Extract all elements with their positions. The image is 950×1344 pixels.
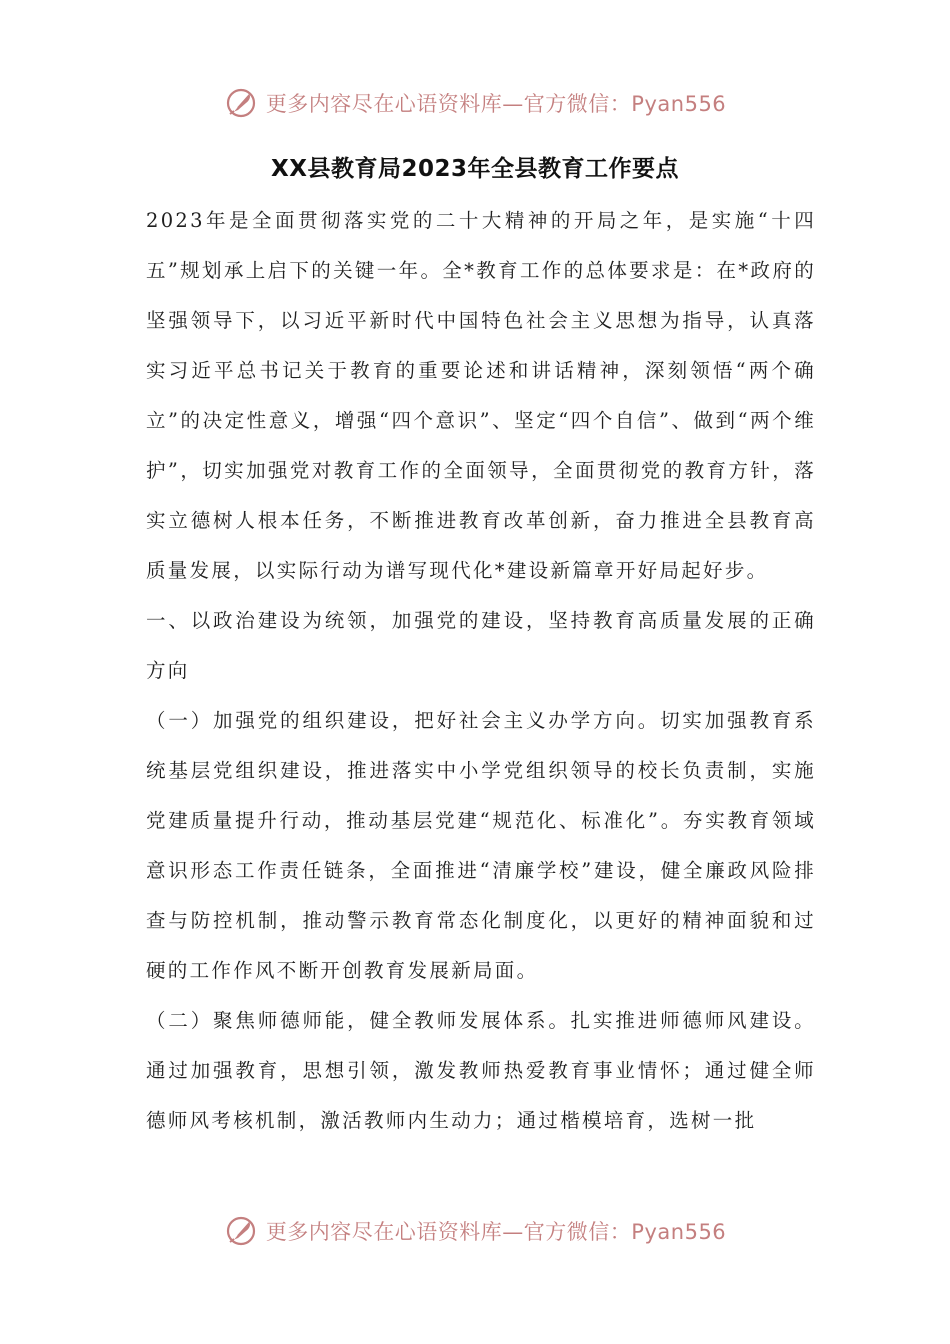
watermark-text: 更多内容尽在心语资料库—官方微信：Pyan556	[265, 1220, 727, 1244]
document-title: XX县教育局2023年全县教育工作要点	[271, 156, 679, 182]
watermark-footer	[0, 1206, 950, 1256]
watermark-text: 更多内容尽在心语资料库—官方微信：Pyan556	[265, 92, 727, 116]
subsection-paragraph-2: （二）聚焦师德师能，健全教师发展体系。扎实推进师德师风建设。通过加强教育，思想引领，激发教师热爱教育事业情怀；通过健全师德师风考核机制，激活教师内生动力；通过楷模培育，选树一批	[146, 1009, 816, 1132]
document-body	[146, 196, 816, 1146]
section-heading-1: 一、以政治建设为统领，加强党的建设，坚持教育高质量发展的正确方向	[146, 609, 816, 682]
watermark-header	[0, 78, 950, 128]
subsection-paragraph-1: （一）加强党的组织建设，把好社会主义办学方向。切实加强教育系统基层党组织建设，推进落实中小学党组织领导的校长负责制，实施党建质量提升行动，推动基层党建“规范化、标准化”。夯实教育领域意识形态工作责任链条，全面推进“清廉学校”建设，健全廉政风险排查与防控机制，推动警示教育常态化制度化，以更好的精神面貌和过硬的工作作风不断开创教育发展新局面。	[146, 709, 816, 982]
quill-pen-logo-icon	[224, 1214, 258, 1248]
intro-paragraph: 2023年是全面贯彻落实党的二十大精神的开局之年，是实施“十四五”规划承上启下的关键一年。全*教育工作的总体要求是：在*政府的坚强领导下，以习近平新时代中国特色社会主义思想为指导，认真落实习近平总书记关于教育的重要论述和讲话精神，深刻领悟“两个确立”的决定性意义，增强“四个意识”、坚定“四个自信”、做到“两个维护”，切实加强党对教育工作的全面领导，全面贯彻党的教育方针，落实立德树人根本任务，不断推进教育改革创新，奋力推进全县教育高质量发展，以实际行动为谱写现代化*建设新篇章开好局起好步。	[146, 209, 816, 582]
quill-pen-logo-icon	[224, 86, 258, 120]
